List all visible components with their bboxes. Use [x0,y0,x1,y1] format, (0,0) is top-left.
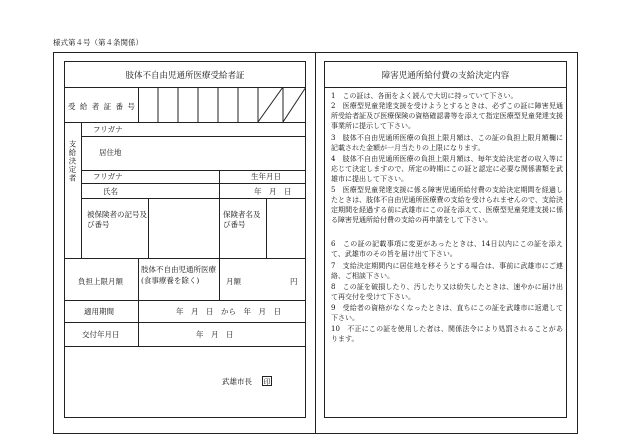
rule [64,322,306,323]
rule [81,170,306,171]
rule [266,198,267,258]
note-item: 9 受給者の資格がなくなったときは、直ちにこの証を武雄市に返還して下さい。 [331,304,563,322]
note-item: 5 医療型児童発達支援に係る障害児通所給付費の支給決定期間を経過したときは、肢体不自由児通所医療費の支給を受けられませんので、支給決定期間を経過する前に武雄市にこの証を添えて、医療型児童発達支援に係る障害児通所給付費の支給の再申請をして下さい。 [331,186,563,224]
furigana-label-2: フリガナ [93,172,123,181]
issue-date-label: 交付年月日 [82,330,120,339]
furigana-label: フリガナ [93,125,123,134]
recipient-number-label: 受 給 者 証 番 号 [68,102,136,111]
rule [81,198,306,199]
mayor-label: 武雄市長 [222,377,252,386]
monthly-limit-label: 負担上限月額 [78,277,123,286]
rule [81,183,219,184]
form-label: 様式第４号（第４条関係） [53,38,143,47]
decided-person-label: 支給決定者 [68,140,77,183]
rule [138,258,139,300]
issue-date-value: 年 月 日 [196,330,234,339]
rule [64,258,306,259]
recipient-number-cells [138,87,306,122]
note-item: 7 支給決定期間内に居住地を移そうとする場合は、事前に武雄市にご連絡、ご相談下さい。 [331,262,563,280]
note-item: 4 肢体不自由児通所医療の負担上限月額は、毎年支給決定者の収入等に応じて決定しますので、所定の時期にこの証と認定に必要な関係書類を武雄市に提出して下さい。 [331,155,563,183]
name-label: 氏名 [103,187,118,196]
rule [81,136,306,137]
note-item: 8 この証を破損したり、汚したり又は紛失したときは、速やかに届け出て再交付を受けて下さい。 [331,283,563,301]
rule [81,122,82,258]
rule [219,258,220,300]
insured-label: 被保険者の記号及び番号 [87,210,147,229]
note-item: 10 不正にこの証を使用した者は、関係法令により処罰されることがあります。 [331,325,563,343]
notes-title: 障害児通所給付費の支給決定内容 [381,71,510,81]
rule [148,198,149,258]
rule [64,300,306,301]
period-label: 適用期間 [84,307,114,316]
insurer-label: 保険者名及び番号 [223,210,261,229]
yen-unit: 円 [290,277,298,286]
fold-line [315,52,316,434]
birth-date-label: 生年月日 [251,172,281,181]
birth-date-value: 年 月 日 [254,187,292,196]
rule [324,87,567,88]
rule [64,346,306,347]
note-item: 3 肢体不自由児通所医療の負担上限月額は、この証の負担上限月額欄に記載された金額が一月当たりの上限になります。 [331,134,563,152]
address-label: 居住地 [99,148,122,157]
note-item: 1 この証は、各面をよく読んで大切に持っていて下さい。 [331,92,518,100]
note-item: 2 医療型児童発達支援を受けようとするときは、必ずこの証に障害児通所受給者証及び医療保険の資格確認書等を添えて指定医療型児童発達支援事業所に提示して下さい。 [331,102,563,130]
rule [138,300,139,346]
period-value: 年 月 日 から 年 月 日 [176,307,281,316]
monthly-amount-label: 月額 [226,277,241,286]
rule [219,183,306,184]
note-item: 6 この証の記載事項に変更があったときは、14日以内にこの証を添えて、武雄市のその旨を届け出て下さい。 [331,240,563,258]
official-seal: 印 [263,378,271,386]
medical-label: 肢体不自由児通所医療(食事療養を除く) [141,265,216,285]
rule [64,122,306,123]
certificate-title: 肢体不自由児通所医療受給者証 [125,71,245,81]
